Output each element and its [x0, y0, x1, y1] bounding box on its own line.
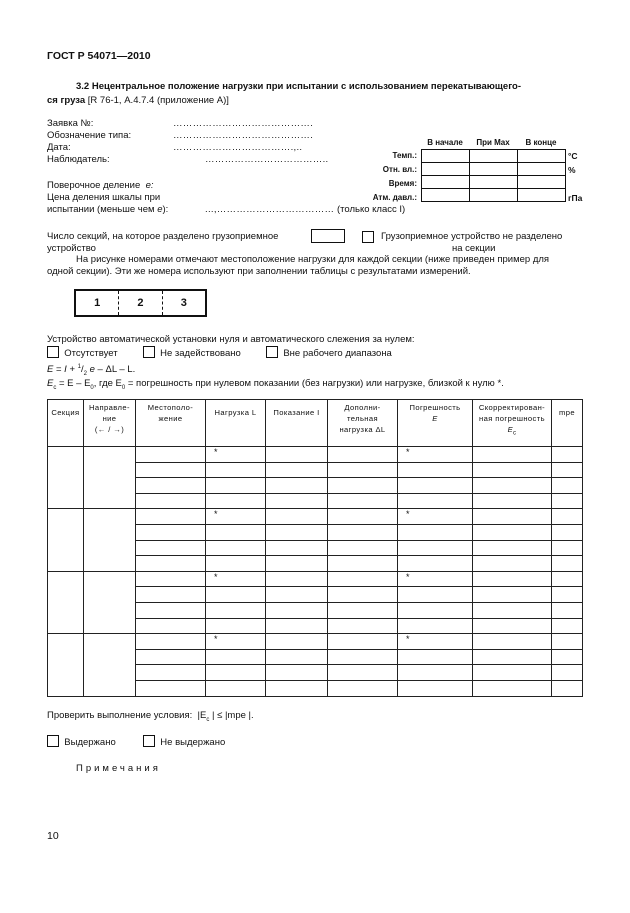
conditions-row [422, 176, 566, 189]
field-observer-label: Наблюдатель: [47, 154, 110, 165]
col-error-l2: E [432, 414, 438, 423]
table-cell[interactable] [136, 509, 206, 525]
table-cell[interactable] [398, 540, 473, 556]
formula2-zero-b: 0 [121, 384, 126, 391]
table-cell[interactable] [206, 665, 266, 681]
table-cell[interactable] [473, 509, 552, 525]
formula-e-small: e [86, 364, 95, 376]
sections-count-label-line2: устройство [47, 243, 96, 254]
check-condition [47, 710, 254, 723]
results-table [47, 399, 583, 697]
table-cell[interactable] [552, 447, 583, 463]
table-cell[interactable] [552, 587, 583, 603]
formula-tail: – ΔL – L. [94, 364, 136, 376]
field-application-dots[interactable]: ……………………………………. [173, 118, 314, 129]
conditions-cell[interactable] [470, 176, 518, 189]
table-cell[interactable] [328, 493, 398, 509]
table-cell[interactable] [328, 556, 398, 572]
conditions-cell[interactable] [518, 176, 566, 189]
table-cell[interactable] [398, 665, 473, 681]
col-corrected-e: E [507, 425, 514, 434]
col-mpe [552, 400, 583, 447]
table-cell[interactable] [206, 447, 266, 463]
formula2-c: c [53, 384, 57, 391]
col-additional-l2: тельная [346, 414, 379, 423]
table-cell[interactable] [473, 602, 552, 618]
asterisk-mark: * [214, 509, 218, 520]
table-cell[interactable] [266, 649, 328, 665]
col-direction [84, 400, 136, 447]
table-cell[interactable] [473, 478, 552, 494]
check-options [47, 735, 225, 748]
table-cell[interactable] [266, 493, 328, 509]
table-cell[interactable] [398, 634, 473, 650]
table-cell[interactable] [136, 602, 206, 618]
scale-field [205, 204, 405, 215]
table-cell[interactable] [473, 462, 552, 478]
not-divided-label-line2: на секции [452, 243, 496, 254]
table-cell[interactable] [206, 462, 266, 478]
scale-dots[interactable]: ...,……………………………… [205, 204, 335, 215]
field-type-dots[interactable]: ……………………………………. [173, 130, 314, 141]
col-section [48, 400, 84, 447]
table-cell[interactable] [136, 665, 206, 681]
table-cell[interactable] [398, 524, 473, 540]
conditions-col-max: При Max [476, 138, 510, 147]
check-label: Проверить выполнение условия: [47, 710, 193, 721]
conditions-cell[interactable] [422, 163, 470, 176]
field-date-dots[interactable]: ……………………………….,.. [173, 142, 303, 153]
col-indication-label: Показание I [273, 408, 320, 417]
formula-half-slash: / [80, 364, 84, 376]
table-cell[interactable] [328, 665, 398, 681]
diagram-description-line2: одной секции). Эти же номера используют при заполнении таблицы с результатами измерений. [47, 266, 471, 277]
passed-checkbox[interactable] [47, 735, 59, 747]
table-cell[interactable] [136, 618, 206, 634]
formula-eq: = [53, 364, 65, 376]
table-cell[interactable] [266, 587, 328, 603]
table-cell[interactable] [398, 556, 473, 572]
table-cell[interactable] [266, 478, 328, 494]
scale-label-line1: Цена деления шкалы при [47, 192, 161, 203]
formula-corrected [47, 378, 504, 391]
table-cell[interactable] [136, 462, 206, 478]
section-cell[interactable] [48, 571, 84, 633]
table-cell[interactable] [328, 509, 398, 525]
formula-error [47, 364, 135, 377]
conditions-row [422, 189, 566, 202]
table-cell[interactable] [552, 680, 583, 696]
table-cell[interactable] [266, 462, 328, 478]
table-cell[interactable] [552, 509, 583, 525]
sections-count-label [47, 231, 278, 255]
conditions-cell[interactable] [518, 163, 566, 176]
table-cell[interactable] [398, 680, 473, 696]
table-cell[interactable] [206, 602, 266, 618]
results-header-row [48, 400, 583, 447]
table-cell[interactable] [136, 447, 206, 463]
conditions-row-humidity-label: Отн. вл.: [382, 165, 417, 174]
table-cell[interactable] [473, 587, 552, 603]
table-cell[interactable] [552, 462, 583, 478]
table-cell[interactable] [266, 634, 328, 650]
conditions-cell[interactable] [470, 150, 518, 163]
table-cell[interactable] [266, 509, 328, 525]
scale-note: (только класс I) [337, 204, 406, 215]
table-cell[interactable] [398, 509, 473, 525]
formula2-zero: 0 [90, 384, 94, 391]
sections-count-input[interactable] [311, 229, 345, 243]
conditions-cell[interactable] [422, 176, 470, 189]
conditions-cell[interactable] [518, 189, 566, 202]
asterisk-mark: * [406, 571, 410, 582]
sections-count-label-line1: Число секций, на которое разделено грузоприемное [47, 231, 279, 242]
formula2-tail: = погрешность при нулевом показании (без нагрузки) или нагрузке, близкой к нулю *. [125, 378, 504, 389]
formula2-where: , где E [93, 378, 122, 389]
col-load [206, 400, 266, 447]
unit-celsius: °C [568, 151, 578, 161]
table-cell[interactable] [206, 540, 266, 556]
conditions-table [421, 149, 566, 202]
table-cell[interactable] [552, 571, 583, 587]
table-cell[interactable] [398, 587, 473, 603]
table-cell[interactable] [206, 478, 266, 494]
scale-label-symbol: e [157, 204, 163, 215]
table-cell[interactable] [266, 524, 328, 540]
zero-out-of-range-checkbox[interactable] [266, 346, 278, 358]
col-section-label: Секция [51, 408, 80, 417]
col-additional-l1: Дополни- [344, 403, 381, 412]
table-cell[interactable] [266, 447, 328, 463]
col-error [398, 400, 473, 447]
table-cell[interactable] [473, 571, 552, 587]
notes-label: Примечания [76, 763, 161, 774]
formula2-mid: = E – E [56, 378, 91, 389]
verification-division-label: Поверочное деление [47, 180, 141, 191]
passed-label: Выдержано [64, 737, 116, 748]
table-cell[interactable] [206, 493, 266, 509]
table-cell[interactable] [328, 524, 398, 540]
table-cell[interactable] [552, 649, 583, 665]
table-cell[interactable] [266, 602, 328, 618]
table-cell[interactable] [473, 447, 552, 463]
zero-device-options [47, 346, 392, 359]
results-body [48, 447, 583, 697]
not-divided-label [381, 231, 562, 255]
field-date-label: Дата: [47, 142, 71, 153]
asterisk-mark: * [406, 509, 410, 520]
table-row [48, 571, 583, 587]
table-cell[interactable] [328, 618, 398, 634]
conditions-col-end: В конце [525, 138, 557, 147]
table-cell[interactable] [398, 493, 473, 509]
table-cell[interactable] [473, 556, 552, 572]
conditions-col-start: В начале [427, 138, 463, 147]
col-direction-l2: ние [102, 414, 117, 423]
table-cell[interactable] [552, 556, 583, 572]
table-cell[interactable] [266, 680, 328, 696]
table-cell[interactable] [206, 524, 266, 540]
table-cell[interactable] [206, 680, 266, 696]
col-additional-l3: нагрузка ΔL [339, 425, 386, 434]
table-cell[interactable] [398, 447, 473, 463]
table-cell[interactable] [136, 571, 206, 587]
standard-header: ГОСТ Р 54071—2010 [47, 50, 151, 62]
table-cell[interactable] [136, 556, 206, 572]
scale-label-line2: испытании (меньше чем [47, 204, 155, 215]
table-cell[interactable] [136, 540, 206, 556]
direction-cell[interactable] [84, 447, 136, 509]
col-indication [266, 400, 328, 447]
conditions-cell[interactable] [518, 150, 566, 163]
direction-cell[interactable] [84, 571, 136, 633]
col-load-label: Нагрузка L [214, 408, 257, 417]
table-cell[interactable] [328, 587, 398, 603]
col-corrected-l2: ная погрешность [479, 414, 545, 423]
table-cell[interactable] [328, 462, 398, 478]
zero-unused-checkbox[interactable] [143, 346, 155, 358]
failed-label: Не выдержано [160, 737, 226, 748]
check-cond-b: c [206, 716, 210, 723]
not-divided-checkbox[interactable] [362, 231, 374, 243]
scale-label-end: ): [162, 204, 169, 215]
table-cell[interactable] [136, 493, 206, 509]
verification-division [47, 180, 154, 191]
table-cell[interactable] [136, 680, 206, 696]
table-cell[interactable] [328, 634, 398, 650]
table-cell[interactable] [206, 509, 266, 525]
conditions-cell[interactable] [422, 189, 470, 202]
table-cell[interactable] [328, 602, 398, 618]
section-cell[interactable] [48, 509, 84, 571]
col-position-l1: Местополо- [147, 403, 194, 412]
field-observer-dots[interactable]: ……………………………….. [205, 154, 329, 165]
asterisk-mark: * [214, 634, 218, 645]
table-cell[interactable] [328, 571, 398, 587]
table-cell[interactable] [552, 665, 583, 681]
formula-i: I [64, 364, 67, 376]
diagram-position-1: 1 [94, 297, 101, 309]
table-cell[interactable] [552, 524, 583, 540]
table-cell[interactable] [473, 618, 552, 634]
formula2-e: E [47, 378, 54, 389]
table-cell[interactable] [136, 524, 206, 540]
formula-e: E [47, 364, 54, 376]
check-cond-c: | ≤ |mpe |. [209, 710, 254, 721]
table-cell[interactable] [328, 447, 398, 463]
col-position-l2: жение [158, 414, 183, 423]
table-cell[interactable] [552, 618, 583, 634]
zero-device-label: Устройство автоматической установки нуля и автоматического слежения за нулем: [47, 334, 415, 345]
table-cell[interactable] [328, 680, 398, 696]
table-cell[interactable] [266, 556, 328, 572]
table-cell[interactable] [473, 540, 552, 556]
zero-absent-checkbox[interactable] [47, 346, 59, 358]
diagram-description-line1: На рисунке номерами отмечают местоположение нагрузки для каждой секции (ниже приведен пример для [76, 254, 550, 265]
table-cell[interactable] [328, 540, 398, 556]
col-corrected-c: c [513, 430, 517, 437]
direction-cell[interactable] [84, 509, 136, 571]
table-cell[interactable] [398, 478, 473, 494]
col-position [136, 400, 206, 447]
zero-out-of-range-label: Вне рабочего диапазона [283, 348, 392, 359]
failed-checkbox[interactable] [143, 735, 155, 747]
direction-cell[interactable] [84, 634, 136, 696]
asterisk-mark: * [214, 447, 218, 457]
table-cell[interactable] [473, 524, 552, 540]
section-diagram [74, 289, 207, 317]
scale-label-line2-wrap [47, 204, 168, 215]
conditions-row [422, 163, 566, 176]
unit-hpa: гПа [568, 193, 583, 203]
diagram-description [47, 254, 587, 278]
table-row [48, 634, 583, 650]
verification-division-symbol: e: [145, 180, 154, 191]
section-cell[interactable] [48, 447, 84, 509]
table-cell[interactable] [398, 571, 473, 587]
table-cell[interactable] [473, 649, 552, 665]
diagram-position-2: 2 [118, 291, 161, 315]
table-cell[interactable] [266, 618, 328, 634]
table-cell[interactable] [552, 602, 583, 618]
asterisk-mark: * [406, 447, 410, 457]
section-title-line2: ся груза [47, 95, 86, 106]
table-cell[interactable] [328, 478, 398, 494]
conditions-row-time-label: Время: [388, 179, 417, 188]
unit-percent: % [568, 165, 576, 175]
section-title-line1: 3.2 Нецентральное положение нагрузки при испытании с использованием перекатывающего- [76, 81, 522, 92]
table-cell[interactable] [552, 634, 583, 650]
table-cell[interactable] [266, 540, 328, 556]
table-row [48, 447, 583, 463]
table-cell[interactable] [136, 634, 206, 650]
table-cell[interactable] [398, 462, 473, 478]
table-cell[interactable] [266, 571, 328, 587]
col-corrected-error [473, 400, 552, 447]
table-cell[interactable] [206, 587, 266, 603]
diagram-position-3: 3 [162, 291, 205, 315]
col-corrected-l1: Скорректирован- [478, 403, 546, 412]
conditions-cell[interactable] [422, 150, 470, 163]
table-cell[interactable] [552, 493, 583, 509]
asterisk-mark: * [406, 634, 410, 645]
col-direction-l1: Направле- [89, 403, 130, 412]
table-cell[interactable] [328, 649, 398, 665]
field-application-label: Заявка №: [47, 118, 94, 129]
table-cell[interactable] [398, 602, 473, 618]
table-cell[interactable] [136, 649, 206, 665]
table-cell[interactable] [206, 618, 266, 634]
table-cell[interactable] [473, 493, 552, 509]
check-cond-a: |E [197, 710, 207, 721]
col-mpe-label: mpe [559, 408, 575, 417]
not-divided-label-line1: Грузоприемное устройство не разделено [381, 231, 563, 242]
table-cell[interactable] [398, 618, 473, 634]
zero-absent-label: Отсутствует [64, 348, 118, 359]
table-cell[interactable] [473, 680, 552, 696]
section-cell[interactable] [48, 634, 84, 696]
formula-half-den: 2 [83, 371, 87, 378]
section-title [47, 80, 587, 108]
col-direction-l3: (← / →) [94, 425, 125, 434]
table-cell[interactable] [136, 587, 206, 603]
table-cell[interactable] [206, 649, 266, 665]
conditions-row-temp-label: Темп.: [392, 151, 417, 160]
table-cell[interactable] [552, 540, 583, 556]
conditions-cell[interactable] [470, 189, 518, 202]
table-row [48, 509, 583, 525]
col-additional-load [328, 400, 398, 447]
table-cell[interactable] [398, 649, 473, 665]
table-cell[interactable] [266, 665, 328, 681]
table-cell[interactable] [473, 634, 552, 650]
page-number: 10 [47, 830, 59, 842]
table-cell[interactable] [206, 556, 266, 572]
table-cell[interactable] [206, 571, 266, 587]
formula-half-num: 1 [77, 364, 81, 370]
col-error-l1: Погрешность [409, 403, 461, 412]
section-title-reference: [R 76-1, А.4.7.4 (приложение А)] [87, 95, 229, 106]
conditions-row-pressure-label: Атм. давл.: [372, 193, 417, 202]
conditions-row [422, 150, 566, 163]
asterisk-mark: * [214, 571, 218, 582]
zero-unused-label: Не задействовано [160, 348, 241, 359]
formula-plus: + [66, 364, 78, 376]
table-cell[interactable] [552, 478, 583, 494]
table-cell[interactable] [473, 665, 552, 681]
table-cell[interactable] [136, 478, 206, 494]
table-cell[interactable] [206, 634, 266, 650]
conditions-cell[interactable] [470, 163, 518, 176]
field-type-label: Обозначение типа: [47, 130, 132, 141]
